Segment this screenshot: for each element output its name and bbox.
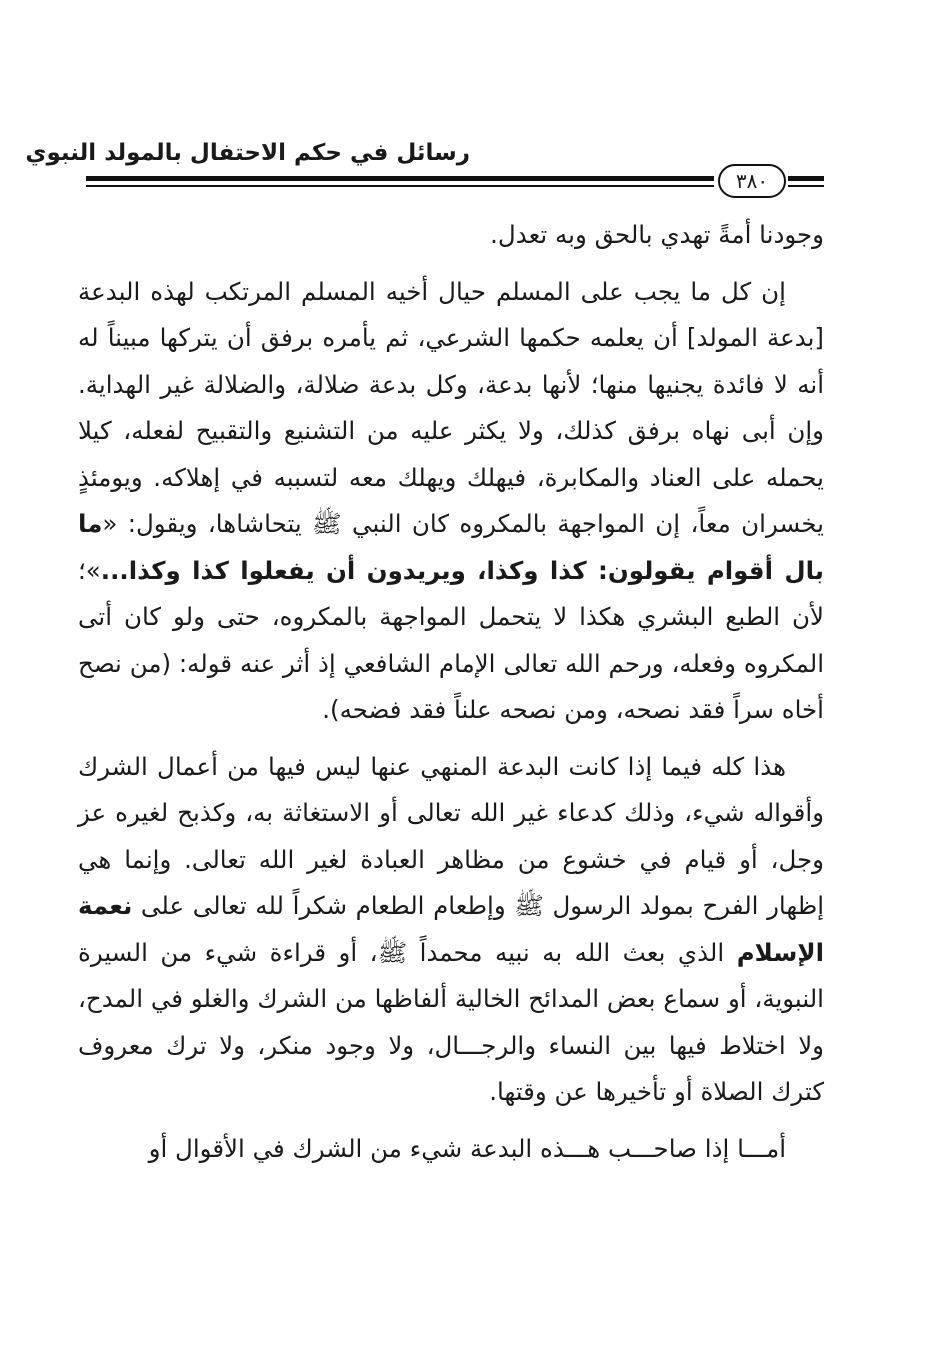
header-rule-thin bbox=[86, 185, 714, 187]
paragraph-2-text-b: »؛ لأن الطبع البشري هكذا لا يتحمل المواجهة بالمكروه، حتى ولو كان أتى المكروه وفعله، ورحم الله تعالى الإمام الشافعي إذ أثر عنه قوله: (من نصح أخاه سراً فقد نصحه، ومن نصحه علناً فقد فضحه). bbox=[78, 555, 824, 724]
page-number: ٣٨٠ bbox=[718, 164, 786, 198]
running-title: رسائل في حكم الاحتفال بالمولد النبوي bbox=[25, 140, 470, 166]
emphasis-text: نعمة الإسلام bbox=[78, 891, 824, 967]
paragraph-2-text-a: إن كل ما يجب على المسلم حيال أخيه المسلم المرتكب لهذه البدعة [بدعة المولد] أن يعلمه حكمها الشرعي، ثم يأمره برفق أن يتركها مبيناً له أنه لا فائدة يجنيها منها؛ لأنها بدعة، وكل بدعة ضلالة، والضلالة غير الهداية. وإن أبى نهاه برفق كذلك، ولا يكثر عليه من التشنيع والتقبيح لفعله، كيلا يحمله على العناد والمكابرة، فيهلك ويهلك معه لتسببه في إهلاكه. ويومئذٍ يخسران معاً، إن المواجهة بالمكروه كان النبي ﷺ يتحاشاها، ويقول: « bbox=[78, 276, 824, 538]
paragraph-1 bbox=[78, 212, 824, 259]
hadith-quote: ما بال أقوام يقولون: كذا وكذا، ويريدون أن يفعلوا كذا وكذا... bbox=[78, 509, 824, 585]
paragraph-3 bbox=[78, 744, 824, 1116]
paragraph-4 bbox=[78, 1126, 824, 1173]
paragraph-3-text-a: هذا كله فيما إذا كانت البدعة المنهي عنها ليس فيها من أعمال الشرك وأقواله شيء، وذلك كدعاء غير الله تعالى أو الاستغاثة به، وكذبح لغيره عز وجل، أو قيام في خشوع من مظاهر العبادة لغير الله تعالى. وإنما هي إظهار الفرح بمولد الرسول ﷺ وإطعام الطعام شكراً لله تعالى على bbox=[78, 751, 824, 920]
body-text bbox=[78, 212, 824, 1182]
paragraph-1-text: وجودنا أمةً تهدي بالحق وبه تعدل. bbox=[490, 220, 824, 249]
paragraph-2 bbox=[78, 269, 824, 734]
paragraph-4-text: أمـــا إذا صاحـــب هـــذه البدعة شيء من الشرك في الأقوال أو bbox=[148, 1133, 786, 1163]
header-rule-thick bbox=[86, 176, 714, 181]
header-rule-right-thin bbox=[788, 185, 824, 187]
header-rule-right-thick bbox=[788, 176, 824, 181]
paragraph-3-text-b: الذي بعث الله به نبيه محمداً ﷺ، أو قراءة شيء من السيرة النبوية، أو سماع بعض المدائح الخالية ألفاظها من الشرك والغلو في المدح، ولا اختلاط فيها بين النساء والرجـــال، ولا وجود منكر، ولا ترك معروف كترك الصلاة أو تأخيرها عن وقتها. bbox=[78, 937, 824, 1106]
